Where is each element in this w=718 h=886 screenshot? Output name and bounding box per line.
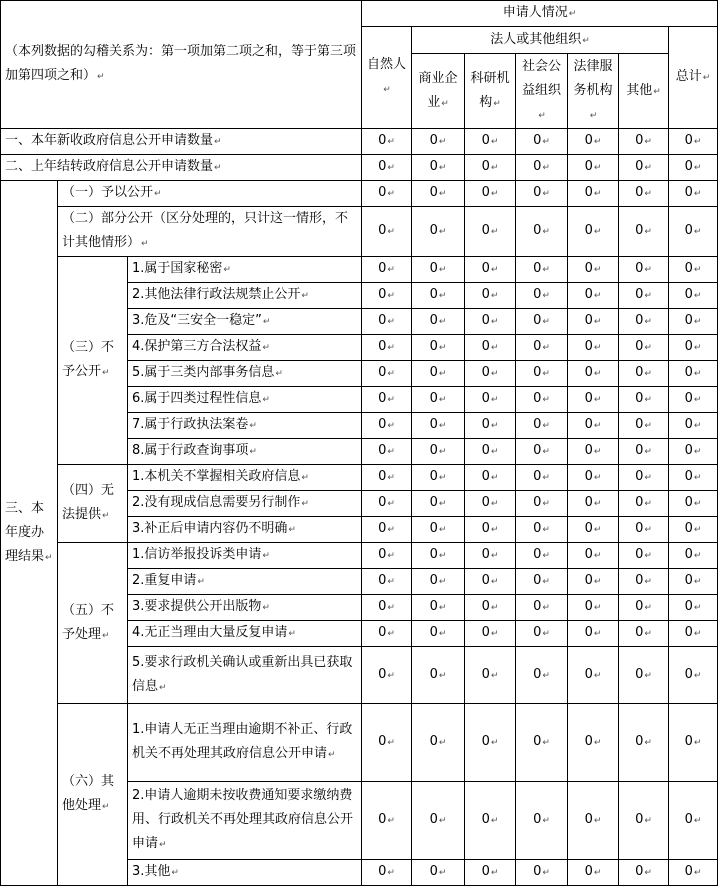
cell: 0 ↵	[516, 595, 568, 621]
row-label: （二）部分公开（区分处理的，只计这一情形，不计其他情形） ↵	[58, 207, 362, 257]
cell: 0 ↵	[619, 257, 669, 283]
cell: 0 ↵	[669, 439, 718, 465]
cell: 0 ↵	[362, 595, 412, 621]
cell: 0 ↵	[669, 491, 718, 517]
cell: 0 ↵	[412, 782, 465, 860]
cell: 0 ↵	[516, 517, 568, 543]
cell: 0 ↵	[619, 491, 669, 517]
row-label: 2.重复申请 ↵	[128, 569, 362, 595]
cell: 0 ↵	[516, 257, 568, 283]
cell: 0 ↵	[669, 155, 718, 181]
cell: 0 ↵	[568, 621, 619, 647]
group-3-label: （三）不予公开 ↵	[58, 257, 128, 465]
cell: 0 ↵	[669, 860, 718, 886]
row-label: 3.危及“三安全一稳定” ↵	[128, 309, 362, 335]
cell: 0 ↵	[362, 704, 412, 782]
cell: 0 ↵	[412, 621, 465, 647]
header-applicant: 申请人情况 ↵	[362, 1, 718, 27]
cell: 0 ↵	[619, 155, 669, 181]
cell: 0 ↵	[619, 860, 669, 886]
cell: 0 ↵	[619, 309, 669, 335]
header-commercial: 商业企业 ↵	[412, 54, 465, 129]
cell: 0 ↵	[568, 181, 619, 207]
cell: 0 ↵	[412, 257, 465, 283]
cell: 0 ↵	[568, 257, 619, 283]
header-legal-group: 法人或其他组织 ↵	[412, 27, 669, 54]
row-label: 2.申请人逾期未按收费通知要求缴纳费用、行政机关不再处理其政府信息公开申请 ↵	[128, 782, 362, 860]
cell: 0 ↵	[362, 413, 412, 439]
cell: 0 ↵	[669, 181, 718, 207]
cell: 0 ↵	[465, 569, 516, 595]
cell: 0 ↵	[465, 309, 516, 335]
cell: 0 ↵	[669, 621, 718, 647]
cell: 0 ↵	[669, 413, 718, 439]
cell: 0 ↵	[516, 621, 568, 647]
cell: 0 ↵	[669, 465, 718, 491]
cell: 0 ↵	[412, 387, 465, 413]
cell: 0 ↵	[669, 387, 718, 413]
cell: 0 ↵	[412, 647, 465, 704]
row-label: 3.要求提供公开出版物 ↵	[128, 595, 362, 621]
cell: 0 ↵	[465, 491, 516, 517]
row-label: 8.属于行政查询事项 ↵	[128, 439, 362, 465]
cell: 0 ↵	[669, 207, 718, 257]
header-total: 总计 ↵	[669, 27, 718, 129]
cell: 0 ↵	[412, 155, 465, 181]
cell: 0 ↵	[619, 595, 669, 621]
cell: 0 ↵	[619, 569, 669, 595]
cell: 0 ↵	[412, 129, 465, 155]
cell: 0 ↵	[568, 413, 619, 439]
cell: 0 ↵	[516, 387, 568, 413]
cell: 0 ↵	[516, 704, 568, 782]
table-row	[1, 704, 718, 782]
cell: 0 ↵	[412, 207, 465, 257]
cell: 0 ↵	[516, 439, 568, 465]
cell: 0 ↵	[412, 465, 465, 491]
cell: 0 ↵	[516, 491, 568, 517]
cell: 0 ↵	[412, 181, 465, 207]
cell: 0 ↵	[568, 387, 619, 413]
row-label: （一）予以公开 ↵	[58, 181, 362, 207]
cell: 0 ↵	[465, 155, 516, 181]
cell: 0 ↵	[362, 860, 412, 886]
cell: 0 ↵	[619, 439, 669, 465]
cell: 0 ↵	[516, 465, 568, 491]
cell: 0 ↵	[412, 517, 465, 543]
cell: 0 ↵	[568, 595, 619, 621]
row-label: 3.其他 ↵	[128, 860, 362, 886]
header-natural: 自然人 ↵	[362, 27, 412, 129]
table-row	[1, 181, 718, 207]
cell: 0 ↵	[362, 181, 412, 207]
group-6-label: （六）其他处理 ↵	[58, 704, 128, 886]
cell: 0 ↵	[568, 860, 619, 886]
cell: 0 ↵	[568, 517, 619, 543]
cell: 0 ↵	[516, 413, 568, 439]
cell: 0 ↵	[568, 782, 619, 860]
cell: 0 ↵	[568, 491, 619, 517]
header-social: 社会公益组织 ↵	[516, 54, 568, 129]
group-4-label: （四）无法提供 ↵	[58, 465, 128, 543]
row-label: 1.申请人无正当理由逾期不补正、行政机关不再处理其政府信息公开申请 ↵	[128, 704, 362, 782]
cell: 0 ↵	[412, 860, 465, 886]
row-label: 1.信访举报投诉类申请 ↵	[128, 543, 362, 569]
cell: 0 ↵	[619, 129, 669, 155]
row-label: 2.没有现成信息需要另行制作 ↵	[128, 491, 362, 517]
cell: 0 ↵	[362, 129, 412, 155]
cell: 0 ↵	[568, 569, 619, 595]
header-other: 其他 ↵	[619, 54, 669, 129]
cell: 0 ↵	[516, 283, 568, 309]
cell: 0 ↵	[465, 647, 516, 704]
cell: 0 ↵	[465, 782, 516, 860]
cell: 0 ↵	[568, 283, 619, 309]
cell: 0 ↵	[465, 335, 516, 361]
cell: 0 ↵	[412, 704, 465, 782]
cell: 0 ↵	[568, 361, 619, 387]
cell: 0 ↵	[619, 517, 669, 543]
cell: 0 ↵	[516, 155, 568, 181]
cell: 0 ↵	[568, 465, 619, 491]
cell: 0 ↵	[362, 491, 412, 517]
cell: 0 ↵	[516, 860, 568, 886]
cell: 0 ↵	[516, 569, 568, 595]
cell: 0 ↵	[465, 257, 516, 283]
row-label: 一、本年新收政府信息公开申请数量 ↵	[1, 129, 362, 155]
cell: 0 ↵	[669, 257, 718, 283]
row-label: 1.属于国家秘密 ↵	[128, 257, 362, 283]
cell: 0 ↵	[465, 465, 516, 491]
table-row	[1, 155, 718, 181]
group-5-label: （五）不予处理 ↵	[58, 543, 128, 704]
cell: 0 ↵	[362, 439, 412, 465]
table-row	[1, 543, 718, 569]
cell: 0 ↵	[568, 335, 619, 361]
cell: 0 ↵	[619, 621, 669, 647]
cell: 0 ↵	[568, 439, 619, 465]
cell: 0 ↵	[516, 309, 568, 335]
cell: 0 ↵	[568, 309, 619, 335]
cell: 0 ↵	[465, 439, 516, 465]
cell: 0 ↵	[465, 387, 516, 413]
cell: 0 ↵	[412, 413, 465, 439]
cell: 0 ↵	[362, 207, 412, 257]
cell: 0 ↵	[362, 782, 412, 860]
cell: 0 ↵	[516, 647, 568, 704]
cell: 0 ↵	[669, 569, 718, 595]
cell: 0 ↵	[619, 207, 669, 257]
cell: 0 ↵	[412, 543, 465, 569]
table-row	[1, 207, 718, 257]
cell: 0 ↵	[568, 543, 619, 569]
cell: 0 ↵	[412, 439, 465, 465]
cell: 0 ↵	[412, 309, 465, 335]
cell: 0 ↵	[412, 491, 465, 517]
cell: 0 ↵	[362, 517, 412, 543]
cell: 0 ↵	[516, 335, 568, 361]
cell: 0 ↵	[362, 621, 412, 647]
cell: 0 ↵	[619, 543, 669, 569]
row-label: 1.本机关不掌握相关政府信息 ↵	[128, 465, 362, 491]
cell: 0 ↵	[412, 361, 465, 387]
cell: 0 ↵	[619, 704, 669, 782]
cell: 0 ↵	[669, 647, 718, 704]
cell: 0 ↵	[619, 465, 669, 491]
cell: 0 ↵	[516, 543, 568, 569]
cell: 0 ↵	[465, 207, 516, 257]
cell: 0 ↵	[465, 413, 516, 439]
row-label: 5.属于三类内部事务信息 ↵	[128, 361, 362, 387]
cell: 0 ↵	[669, 309, 718, 335]
section-3-label: 三、本年度办理结果 ↵	[1, 181, 58, 886]
cell: 0 ↵	[516, 782, 568, 860]
row-label: 3.补正后申请内容仍不明确 ↵	[128, 517, 362, 543]
cell: 0 ↵	[362, 647, 412, 704]
header-legal-service: 法律服务机构 ↵	[568, 54, 619, 129]
cell: 0 ↵	[412, 595, 465, 621]
table-row	[1, 257, 718, 283]
cell: 0 ↵	[516, 181, 568, 207]
row-label: 5.要求行政机关确认或重新出具已获取信息 ↵	[128, 647, 362, 704]
cell: 0 ↵	[669, 782, 718, 860]
cell: 0 ↵	[465, 129, 516, 155]
cell: 0 ↵	[516, 207, 568, 257]
cell: 0 ↵	[669, 129, 718, 155]
row-label: 二、上年结转政府信息公开申请数量 ↵	[1, 155, 362, 181]
cell: 0 ↵	[412, 335, 465, 361]
cell: 0 ↵	[412, 283, 465, 309]
cell: 0 ↵	[465, 860, 516, 886]
cell: 0 ↵	[619, 647, 669, 704]
cell: 0 ↵	[568, 647, 619, 704]
row-label: 7.属于行政执法案卷 ↵	[128, 413, 362, 439]
cell: 0 ↵	[362, 283, 412, 309]
cell: 0 ↵	[465, 595, 516, 621]
cell: 0 ↵	[465, 181, 516, 207]
cell: 0 ↵	[568, 207, 619, 257]
cell: 0 ↵	[465, 517, 516, 543]
cell: 0 ↵	[619, 283, 669, 309]
cell: 0 ↵	[362, 361, 412, 387]
row-label: 6.属于四类过程性信息 ↵	[128, 387, 362, 413]
cell: 0 ↵	[362, 257, 412, 283]
cell: 0 ↵	[412, 569, 465, 595]
cell: 0 ↵	[669, 704, 718, 782]
cell: 0 ↵	[669, 361, 718, 387]
cell: 0 ↵	[568, 129, 619, 155]
table-row	[1, 465, 718, 491]
row-label: 4.保护第三方合法权益 ↵	[128, 335, 362, 361]
cell: 0 ↵	[619, 782, 669, 860]
cell: 0 ↵	[568, 155, 619, 181]
cell: 0 ↵	[619, 361, 669, 387]
cell: 0 ↵	[362, 155, 412, 181]
row-label: 2.其他法律行政法规禁止公开 ↵	[128, 283, 362, 309]
cell: 0 ↵	[619, 181, 669, 207]
cell: 0 ↵	[465, 621, 516, 647]
cell: 0 ↵	[669, 517, 718, 543]
cell: 0 ↵	[516, 129, 568, 155]
header-note: （本列数据的勾稽关系为：第一项加第二项之和，等于第三项加第四项之和） ↵	[1, 1, 362, 129]
cell: 0 ↵	[669, 335, 718, 361]
cell: 0 ↵	[619, 335, 669, 361]
cell: 0 ↵	[669, 283, 718, 309]
cell: 0 ↵	[362, 465, 412, 491]
cell: 0 ↵	[465, 704, 516, 782]
cell: 0 ↵	[362, 387, 412, 413]
header-research: 科研机构 ↵	[465, 54, 516, 129]
cell: 0 ↵	[516, 361, 568, 387]
cell: 0 ↵	[568, 704, 619, 782]
cell: 0 ↵	[362, 335, 412, 361]
cell: 0 ↵	[465, 361, 516, 387]
cell: 0 ↵	[465, 283, 516, 309]
cell: 0 ↵	[669, 543, 718, 569]
cell: 0 ↵	[362, 569, 412, 595]
cell: 0 ↵	[619, 387, 669, 413]
table-row	[1, 129, 718, 155]
cell: 0 ↵	[465, 543, 516, 569]
cell: 0 ↵	[669, 595, 718, 621]
cell: 0 ↵	[362, 543, 412, 569]
cell: 0 ↵	[362, 309, 412, 335]
row-label: 4.无正当理由大量反复申请 ↵	[128, 621, 362, 647]
cell: 0 ↵	[619, 413, 669, 439]
